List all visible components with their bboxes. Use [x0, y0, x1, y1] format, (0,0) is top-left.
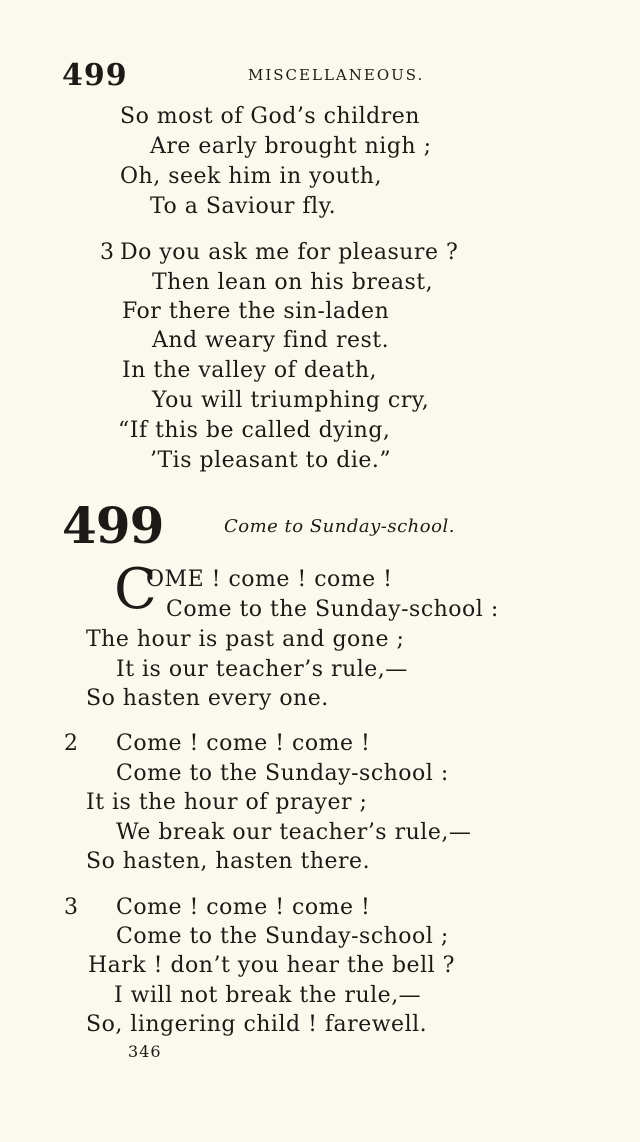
page-number: 499 — [62, 58, 128, 93]
verse-line: It is the hour of prayer ; — [86, 790, 368, 815]
verse-line: It is our teacher’s rule,— — [116, 657, 408, 682]
verse-line: Are early brought nigh ; — [150, 134, 432, 159]
verse-line: I will not break the rule,— — [114, 983, 422, 1008]
verse-line: So, lingering child ! farewell. — [86, 1012, 428, 1037]
verse-line: We break our teacher’s rule,— — [116, 820, 472, 845]
verse-line: Then lean on his breast, — [152, 270, 434, 295]
hymn-number: 499 — [62, 496, 164, 555]
verse-line: Oh, seek him in youth, — [120, 164, 382, 189]
verse-line: So most of God’s children — [120, 104, 420, 129]
folio-number: 346 — [128, 1042, 162, 1061]
verse-line: Hark ! don’t you hear the bell ? — [88, 953, 455, 978]
hymn-title: Come to Sunday-school. — [224, 516, 455, 537]
verse-line: Come to the Sunday-school ; — [116, 924, 449, 949]
verse-line: The hour is past and gone ; — [86, 627, 405, 652]
verse-line: So hasten every one. — [86, 686, 329, 711]
verse-line: Come to the Sunday-school : — [116, 761, 449, 786]
stanza-number: 3 — [64, 895, 78, 920]
verse-line: And weary find rest. — [152, 328, 390, 353]
verse-line: ’Tis pleasant to die.” — [150, 448, 392, 473]
verse-line: Come ! come ! come ! — [116, 895, 371, 920]
page-header — [62, 58, 580, 94]
verse-line: Come to the Sunday-school : — [166, 597, 499, 622]
verse-line: Do you ask me for pleasure ? — [120, 240, 459, 265]
drop-cap: C — [114, 557, 157, 622]
verse-line: In the valley of death, — [122, 358, 378, 383]
verse-line: OME ! come ! come ! — [146, 567, 393, 592]
verse-line: So hasten, hasten there. — [86, 849, 371, 874]
stanza-number: 2 — [64, 731, 78, 756]
verse-line: To a Saviour fly. — [150, 194, 337, 219]
verse-line: “If this be called dying, — [118, 418, 391, 443]
verse-line: Come ! come ! come ! — [116, 731, 371, 756]
verse-line: For there the sin-laden — [122, 299, 390, 324]
verse-line: You will triumphing cry, — [152, 388, 430, 413]
stanza-number: 3 — [100, 240, 114, 265]
running-title: MISCELLANEOUS. — [248, 66, 425, 84]
